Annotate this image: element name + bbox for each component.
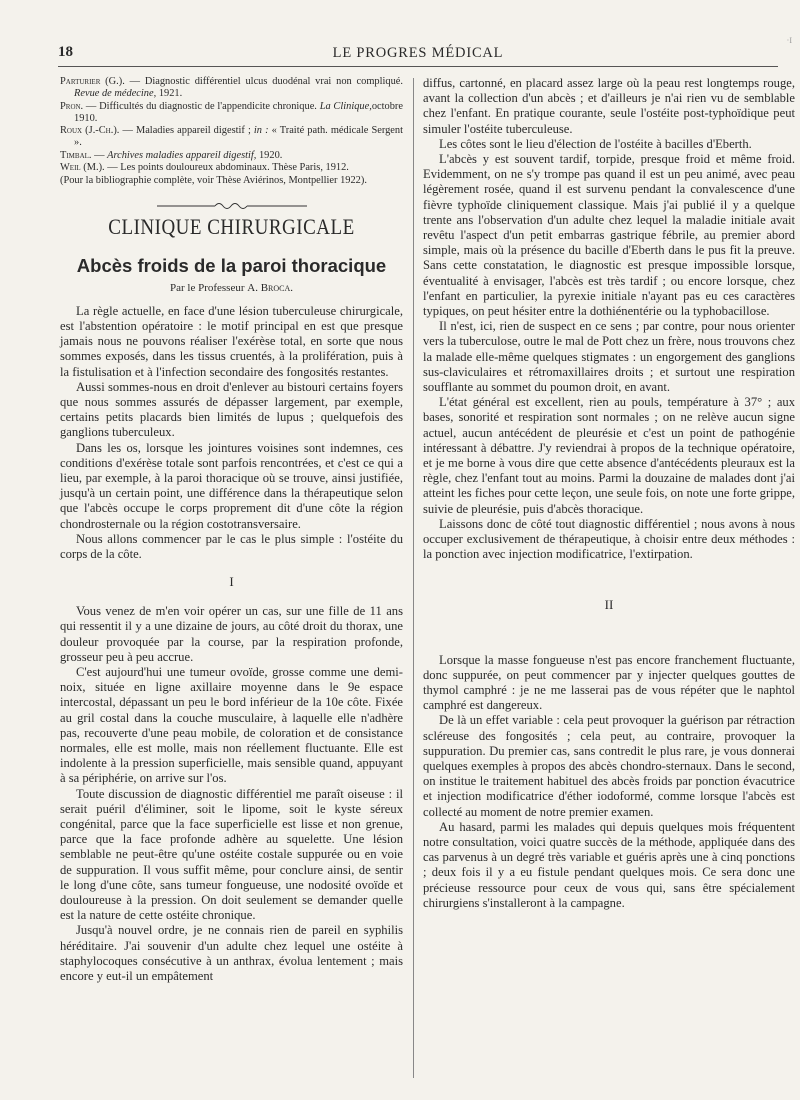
paragraph: La règle actuelle, en face d'une lésion tuberculeuse chirurgicale, est l'abstention opératoire : le motif principal en est que presque jamais nous ne pouvons réaliser l'exérèse total, en sorte que nous sommes exposés, dans les tissus cruentés, à la prolifération, puis à la fistulisation et à l'infection secondaire des fongosités restantes. <box>60 303 403 379</box>
journal-title: LE PROGRES MÉDICAL <box>332 45 504 61</box>
paragraph: Les côtes sont le lieu d'élection de l'ostéite à bacilles d'Eberth. <box>439 136 752 151</box>
reference-item: (Pour la bibliographie complète, voir Thèse Aviérinos, Montpellier 1922). <box>60 174 367 186</box>
paragraph: C'est aujourd'hui une tumeur ovoïde, grosse comme une demi-noix, située en ligne axillaire moyenne dans le 9e espace intercostal, dépassant un peu le bord inférieur de la 10e côte. Fixée au gril costal dans la couche musculaire, à laquelle elle n'adhère pas, recouverte d'une peau mobile, de coloration et de consistance normales, elle est molle, mais non réellement fluctuante. Elle est indolente à la pression superficielle, mais sensible quand, appuyant à sa périphérie, on arrive sur l'os. <box>60 665 403 786</box>
paragraph: Au hasard, parmi les malades qui depuis quelques mois fréquentent notre consultation, voici quatre succès de la méthode, appliquée dans des cas parvenus à un degré très variable et guéris après une à cinq ponctions ; deux fois il y a eu fistule pendant quelques mois. Ce sera donc une précieuse ressource pour ceux de vous qui, sans être spécialement chirurgiens s'installeront à la campagne. <box>423 819 795 910</box>
page-header <box>58 44 778 67</box>
ornamental-divider <box>60 197 403 207</box>
left-column <box>60 76 403 984</box>
paragraph: Nous allons commencer par le cas le plus simple : l'ostéite du corps de la côte. <box>60 531 403 562</box>
paragraph: L'abcès y est souvent tardif, torpide, presque froid et même froid. Evidemment, on ne s'y trompe pas quand il est un peu animé, avec peau légèrement rosée, quand il est survenu pendant la convalescence d'une fièvre typhoïde cliniquement classique. Mais j'ai publié il y a quelque trente ans l'observation d'un adulte chez lequel la maladie initiale avait revêtu l'aspect d'un petit embarras gastrique fébrile, au premier abord simple, mais où la présence du bacille d'Eberth dans le pus fit la preuve. Sans cette constatation, le diagnostic est presque impossible lorsque, éventualité à envisager, l'abcès est très tardif ; ou encore lorsque, chez l'enfant en particulier, la pyrexie initiale n'ayant pas eu ces caractères typiques, on peut hésiter entre la dothiénentérie ou la typhobacillose. <box>423 152 795 319</box>
reference-item: Timbal. — Archives maladies appareil digestif, 1920. <box>60 149 283 161</box>
reference-item: Weil (M.). — Les points douloureux abdominaux. Thèse Paris, 1912. <box>60 162 349 174</box>
paragraph: L'état général est excellent, rien au pouls, température à 37° ; aux bases, sonorité et respiration sont normales ; on ne relève aucun signe actuel, aucun antécédent de pleurésie et c'est un point de pathogénie intéressant à débattre. J'y reviendrai à propos de la technique opératoire, et je me borne à vous dire que cette absence d'antécédents pleuraux est la règle, chez l'enfant tout au moins. Parmi la douzaine de malades dont j'ai atteint les fiches pour cette leçon, une seule fois, on note une forte grippe, suivie de pleurésie, puis d'abcès thoracique. <box>423 395 795 516</box>
section-number: II <box>604 596 614 612</box>
reference-item: Pron. — Difficultés du diagnostic de l'appendicite chronique. La Clinique,octobre 1910. <box>60 100 403 124</box>
paragraph: Jusqu'à nouvel ordre, je ne connais rien de pareil en syphilis héréditaire. J'ai souvenir d'un adulte chez lequel une ostéite à staphylocoques consécutive à un anthrax, évolua lentement ; mais encore y eut-il un empâtement <box>60 923 403 984</box>
corner-mark: ·I <box>786 36 792 45</box>
section-number: I <box>229 574 234 590</box>
reference-item: Roux (J.-Ch.). — Maladies appareil digestif ; in : « Traité path. médicale Sergent ». <box>60 125 403 149</box>
paragraph: Vous venez de m'en voir opérer un cas, sur une fille de 11 ans qui ressentit il y a une dizaine de jours, au côté droit du thorax, une douleur provoquée par la course, par la respiration profonde, grosseur peu à peu accrue. <box>60 604 403 664</box>
paragraph: Dans les os, lorsque les jointures voisines sont indemnes, ces conditions d'exérèse totale sont parfois rencontrées, et c'est ce qui a lieu, par exemple, à la paroi thoracique où se trouve, ainsi justifiée, jusqu'à un certain point, une différence dans la thérapeutique selon que l'abcès occupe le corps proprement dit d'une côte la région chondrosternale ou la région costotransversaire. <box>60 440 403 531</box>
paragraph: Il n'est, ici, rien de suspect en ce sens ; par contre, pour nous orienter vers la tuberculose, outre le mal de Pott chez un frère, nous trouvons chez la malade elle-même quelques stigmates : un engorgement des ganglions sus-claviculaires et rétromaxillaires droits ; et surtout une respiration soufflante au sommet du poumon droit, en avant. <box>423 319 795 395</box>
paragraph: Aussi sommes-nous en droit d'enlever au bistouri certains foyers que nous sommes assurés de dépasser largement, par exemple, certains petits placards bien limités de lupus ; quelquefois des ganglions tuberculeux. <box>60 379 403 440</box>
page-number: 18 <box>58 44 73 60</box>
bibliography <box>60 76 403 187</box>
paragraph: Lorsque la masse fongueuse n'est pas encore franchement fluctuante, donc suppurée, on peut commencer par y injecter quelques gouttes de thymol camphré : je ne me lasserai pas de vous répéter que le naphtol camphré est dangereux. <box>423 652 795 713</box>
paragraph: Laissons donc de côté tout diagnostic différentiel ; nous avons à nous occuper exclusivement de thérapeutique, à choisir entre deux méthodes : la ponction avec injection modificatrice, l'extirpation. <box>423 516 795 562</box>
column-divider <box>413 78 414 1078</box>
reference-item: Parturier (G.). — Diagnostic différentiel ulcus duodénal vrai non compliqué. Revue de médecine, 1921. <box>60 76 404 100</box>
right-column <box>423 76 795 911</box>
paragraph: De là un effet variable : cela peut provoquer la guérison par rétraction scléreuse des fongosités ; cela peut, au contraire, provoquer la suppuration. Du premier cas, sans contredit le plus rare, je vous donnerai quelques exemples à propos des abcès chondro-sternaux. Dans le second, on institue le traitement habituel des abcès froids par ponction évacutrice et injection modificatrice d'éther iodoformé, comme lorsque l'abcès est collecté au moment de notre premier examen. <box>423 713 795 819</box>
paragraph: Toute discussion de diagnostic différentiel me paraît oiseuse : il serait puéril d'éliminer, soit le lipome, soit le kyste séreux congénital, parce que la face superficielle est lisse et non grenue, parce que la face profonde adhère au squelette. Une lésion semblable ne peut-être qu'une ostéite costale suppurée ou en voie de suppuration. Il vous suffit même, pour conclure ainsi, de sentir le long d'une côte, sans tumeur fongueuse, une nodosité ovoïde et douloureuse à la pression. On doit seulement se demander quelle est la nature de cette ostéite chronique. <box>60 786 403 923</box>
article-title: Abcès froids de la paroi thoracique <box>76 254 387 276</box>
section-title: CLINIQUE CHIRURGICALE <box>108 215 355 240</box>
article-byline: Par le Professeur A. Broca. <box>169 281 294 294</box>
paragraph: diffus, cartonné, en placard assez large où la peau rest longtemps rouge, avant la collection d'un abcès ; et d'ailleurs je n'ai rien vu de semblable chez l'enfant. En pratique courante, seule l'ostéite post-typhoïdique peut simuler l'ostéite tuberculeuse. <box>423 76 795 136</box>
